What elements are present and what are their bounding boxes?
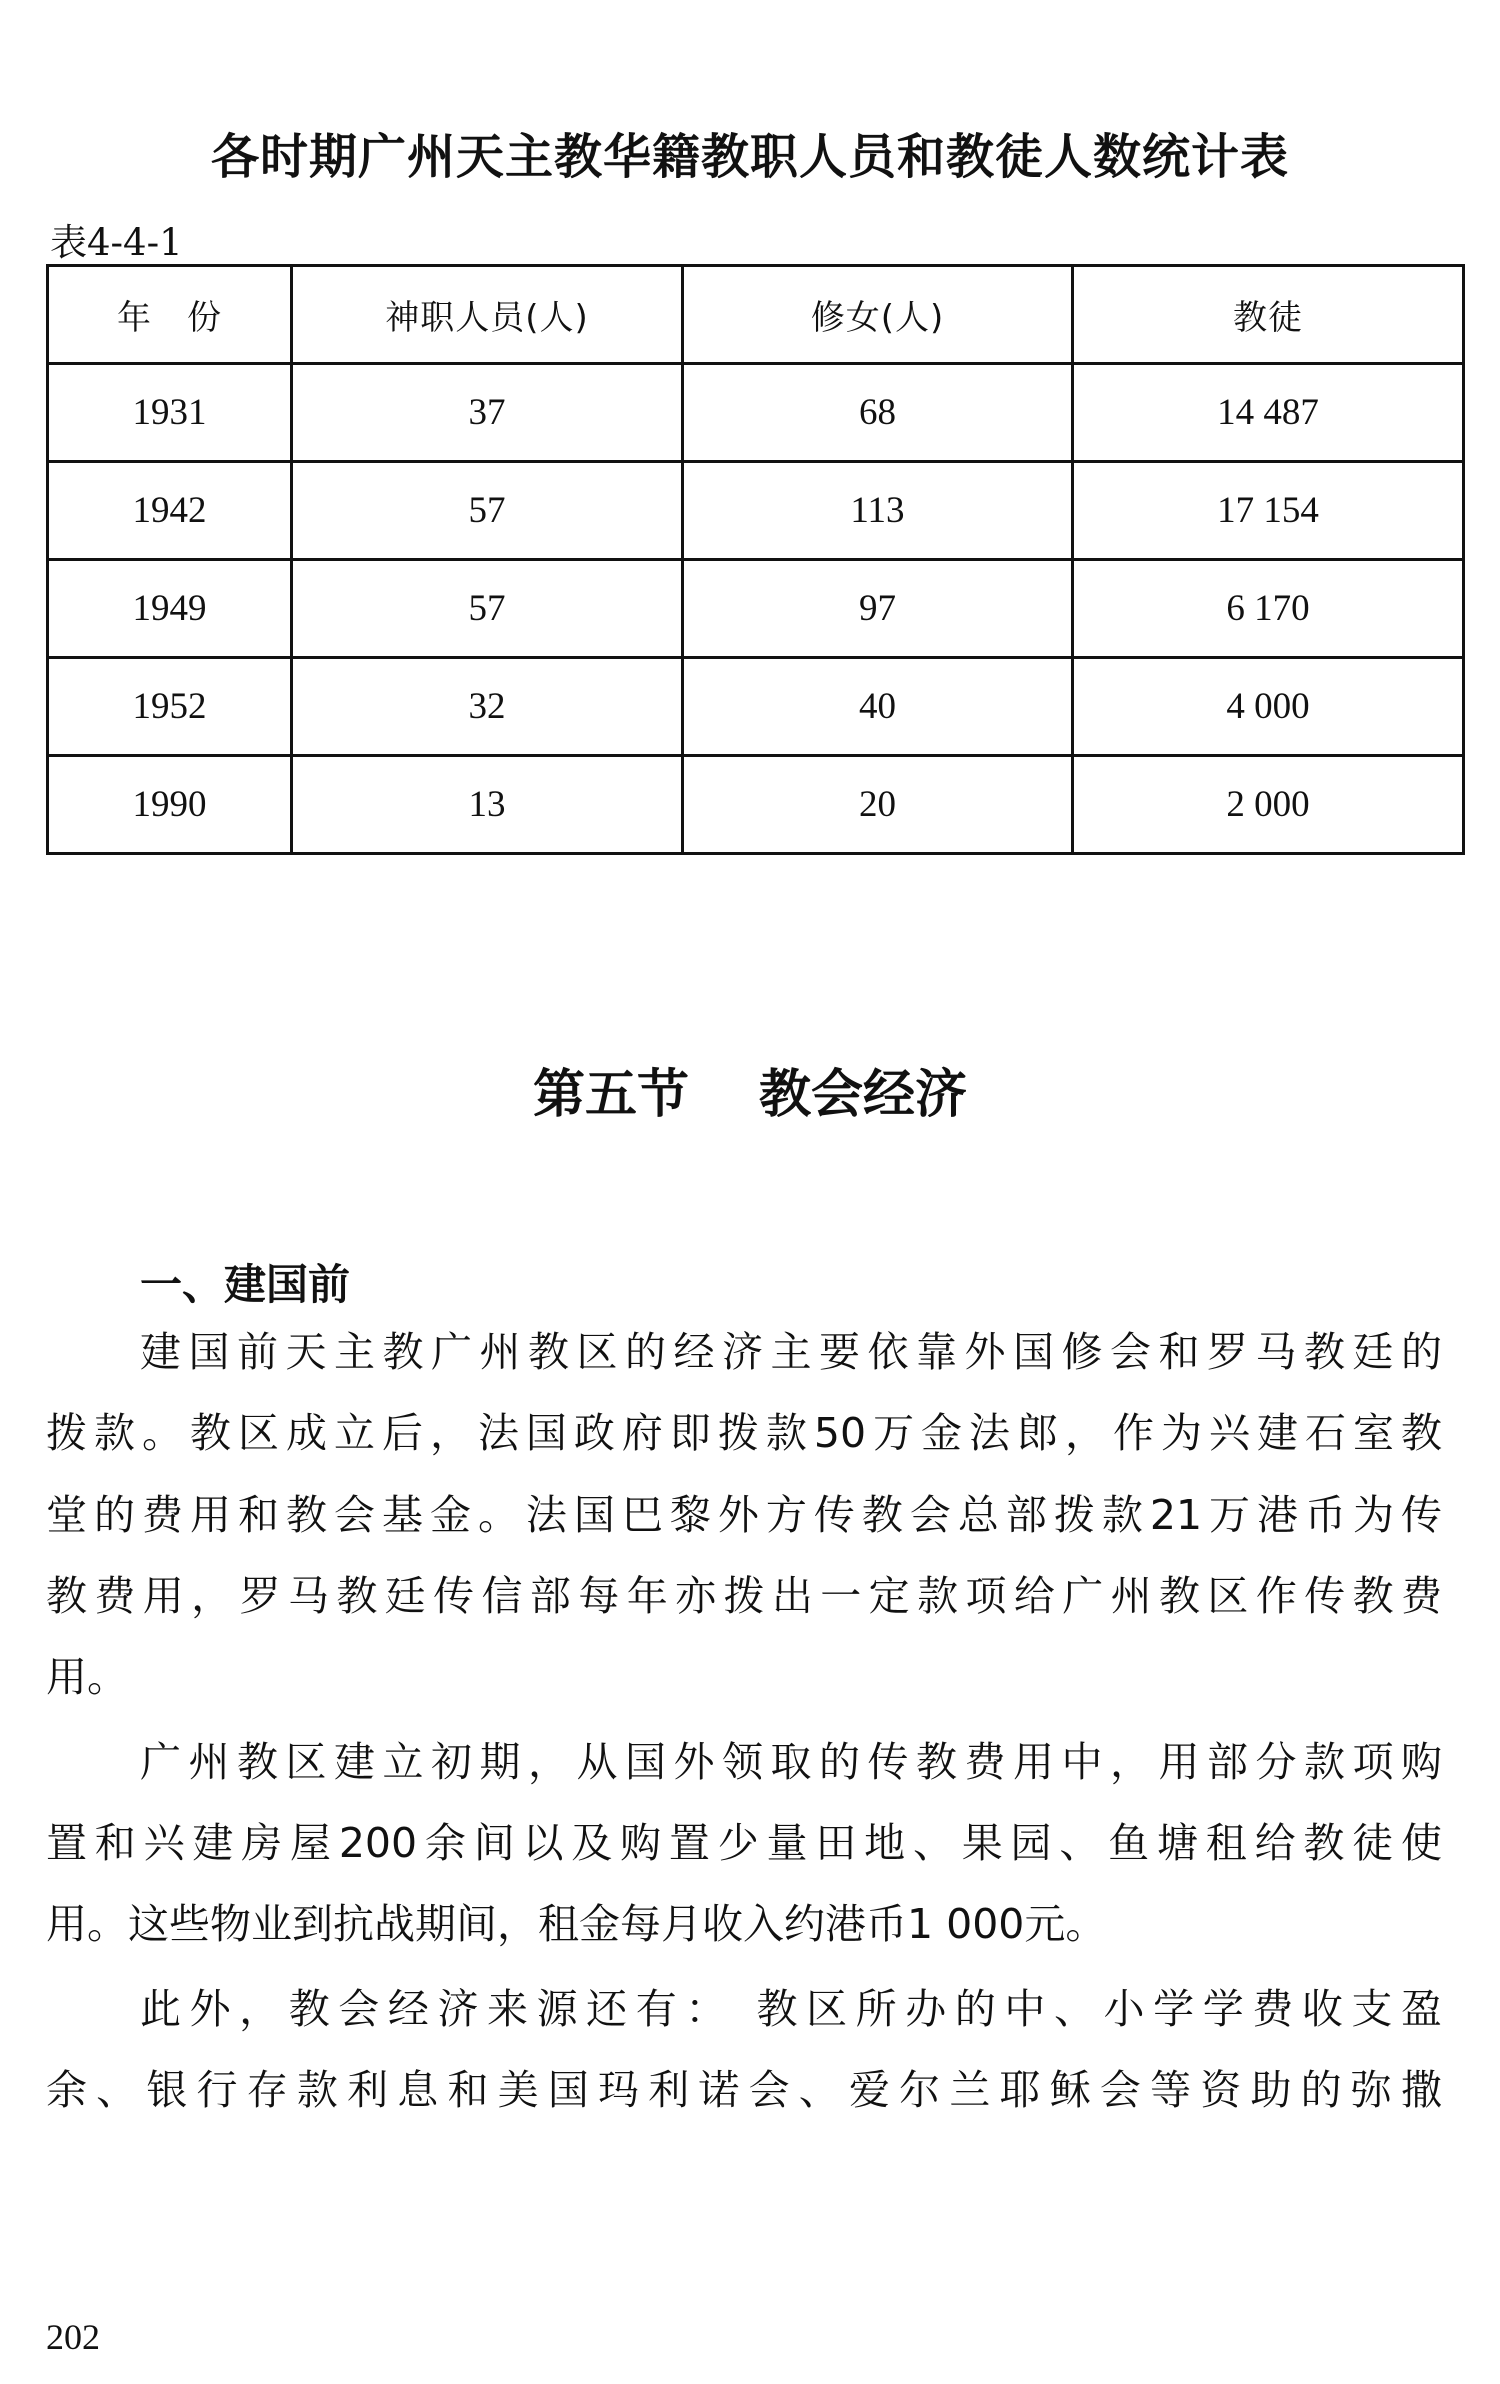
paragraph-line: 堂的费用和教会基金。法国巴黎外方传教会总部拨款21万港币为传	[46, 1491, 1442, 1539]
paragraph-line: 用。	[46, 1653, 128, 1701]
cell-year: 1952	[48, 658, 292, 756]
page-number: 202	[46, 2317, 100, 2357]
cell-clergy: 57	[292, 462, 683, 560]
header-year: 年 份	[48, 266, 292, 364]
table-row	[48, 364, 1464, 462]
cell-year: 1949	[48, 560, 292, 658]
table-row	[48, 560, 1464, 658]
paragraph-line: 此外，教会经济来源还有： 教区所办的中、小学学费收支盈	[140, 1985, 1442, 2033]
paragraph-line: 拨款。教区成立后，法国政府即拨款50万金法郎，作为兴建石室教	[46, 1409, 1442, 1457]
cell-believers: 17 154	[1073, 462, 1464, 560]
paragraph-line: 余、银行存款利息和美国玛利诺会、爱尔兰耶稣会等资助的弥撒	[46, 2066, 1442, 2114]
cell-nuns: 68	[683, 364, 1073, 462]
section-heading: 第五节 教会经济	[532, 1065, 968, 1125]
paragraph-line: 建国前天主教广州教区的经济主要依靠外国修会和罗马教廷的	[140, 1328, 1442, 1376]
header-clergy: 神职人员(人)	[292, 266, 683, 364]
table-row	[48, 462, 1464, 560]
cell-believers: 4 000	[1073, 658, 1464, 756]
cell-clergy: 57	[292, 560, 683, 658]
table-title: 各时期广州天主教华籍教职人员和教徒人数统计表	[210, 129, 1289, 185]
cell-clergy: 32	[292, 658, 683, 756]
cell-believers: 6 170	[1073, 560, 1464, 658]
header-nuns: 修女(人)	[683, 266, 1073, 364]
cell-believers: 14 487	[1073, 364, 1464, 462]
table-header-row	[48, 266, 1464, 364]
paragraph-line: 广州教区建立初期，从国外领取的传教费用中，用部分款项购	[140, 1738, 1442, 1786]
cell-year: 1942	[48, 462, 292, 560]
cell-year: 1990	[48, 756, 292, 854]
table-row	[48, 658, 1464, 756]
header-believers: 教徒	[1073, 266, 1464, 364]
cell-year: 1931	[48, 364, 292, 462]
cell-nuns: 20	[683, 756, 1073, 854]
statistics-table	[46, 264, 1465, 855]
cell-nuns: 40	[683, 658, 1073, 756]
table-number: 表4-4-1	[50, 221, 183, 264]
paragraph-line: 置和兴建房屋200余间以及购置少量田地、果园、鱼塘租给教徒使	[46, 1819, 1442, 1867]
table-row	[48, 756, 1464, 854]
paragraph-line: 教费用，罗马教廷传信部每年亦拨出一定款项给广州教区作传教费	[46, 1572, 1442, 1620]
cell-clergy: 13	[292, 756, 683, 854]
paragraph-line: 用。这些物业到抗战期间，租金每月收入约港币1 000元。	[46, 1900, 1107, 1948]
cell-nuns: 97	[683, 560, 1073, 658]
cell-nuns: 113	[683, 462, 1073, 560]
cell-clergy: 37	[292, 364, 683, 462]
sub-heading: 一、建国前	[140, 1260, 351, 1309]
cell-believers: 2 000	[1073, 756, 1464, 854]
